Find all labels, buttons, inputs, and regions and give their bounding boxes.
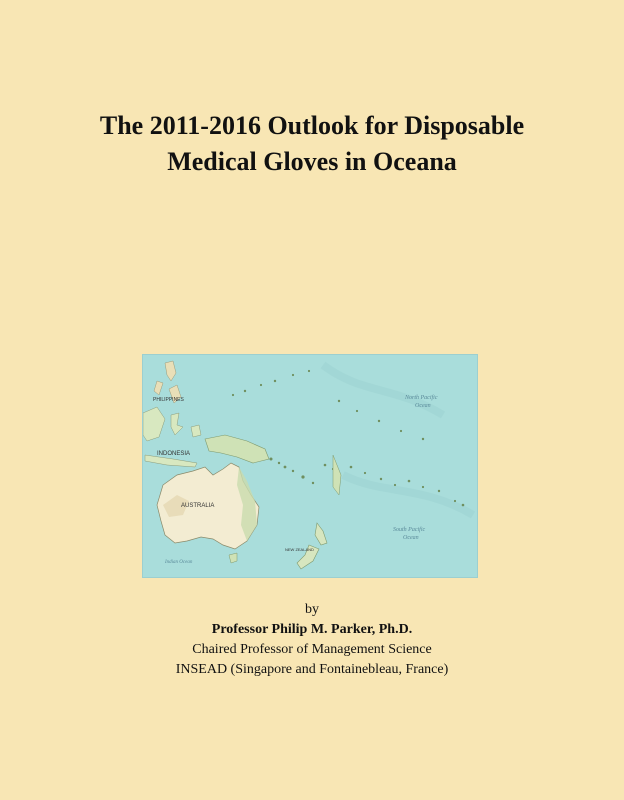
author-name: Professor Philip M. Parker, Ph.D. <box>211 622 413 637</box>
author-position: Chaired Professor of Management Science <box>192 642 432 657</box>
label-indonesia: INDONESIA <box>157 451 191 457</box>
title-line-1: The 2011-2016 Outlook for Disposable <box>99 111 525 140</box>
map-graphic <box>143 355 477 577</box>
label-north-pacific: North Pacific <box>405 395 438 401</box>
label-south-pacific-ocean: Ocean <box>403 535 419 541</box>
label-philippines: PHILIPPINES <box>153 397 184 403</box>
by-text: by <box>305 602 319 617</box>
book-title <box>0 108 624 180</box>
author-institution: INSEAD (Singapore and Fontainebleau, France) <box>175 662 449 677</box>
label-indian-ocean: Indian Ocean <box>165 560 193 565</box>
label-new-zealand: NEW ZEALAND <box>285 547 314 552</box>
label-north-pacific-ocean: Ocean <box>415 403 431 409</box>
label-south-pacific: South Pacific <box>393 527 426 533</box>
title-line-2: Medical Gloves in Oceana <box>167 147 457 176</box>
label-australia: AUSTRALIA <box>181 503 215 509</box>
oceania-map <box>142 354 478 578</box>
byline <box>0 600 624 680</box>
